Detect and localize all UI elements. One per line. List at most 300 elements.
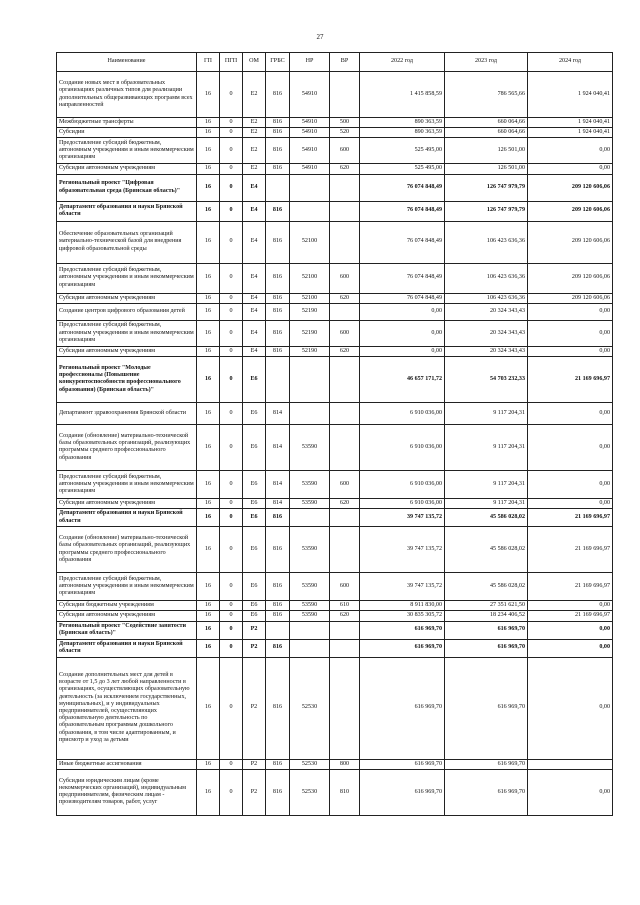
row-grbs xyxy=(266,174,290,201)
row-pgp: 0 xyxy=(220,509,243,527)
row-nr xyxy=(290,509,330,527)
row-2023: 9 117 204,31 xyxy=(445,424,528,470)
row-vr: 620 xyxy=(330,346,360,356)
row-gp: 16 xyxy=(197,118,220,128)
row-pgp: 0 xyxy=(220,601,243,611)
row-pgp: 0 xyxy=(220,573,243,601)
row-name: Субсидии автономным учреждениям xyxy=(57,611,197,621)
row-om: Е6 xyxy=(243,573,266,601)
row-vr: 610 xyxy=(330,601,360,611)
row-grbs: 816 xyxy=(266,293,290,303)
row-2022: 8 911 830,00 xyxy=(360,601,445,611)
row-2023: 106 423 636,36 xyxy=(445,293,528,303)
row-nr: 53590 xyxy=(290,573,330,601)
row-2024: 21 169 696,97 xyxy=(528,611,613,621)
row-grbs: 816 xyxy=(266,509,290,527)
header-nr: НР xyxy=(290,53,330,72)
row-om: Е4 xyxy=(243,320,266,346)
row-pgp: 0 xyxy=(220,402,243,424)
row-2023: 660 064,66 xyxy=(445,118,528,128)
row-pgp: 0 xyxy=(220,527,243,573)
row-gp: 16 xyxy=(197,527,220,573)
row-om: Е6 xyxy=(243,601,266,611)
row-vr xyxy=(330,527,360,573)
row-2022: 39 747 135,72 xyxy=(360,527,445,573)
row-name: Региональный проект "Молодые профессионалы (Повышение конкурентоспособности профессионального образования) (Брянская область)" xyxy=(57,356,197,402)
row-name: Создание центров цифрового образования детей xyxy=(57,303,197,320)
row-om: Е4 xyxy=(243,221,266,263)
row-2022: 39 747 135,72 xyxy=(360,573,445,601)
row-2022: 616 969,70 xyxy=(360,621,445,639)
row-name: Субсидии автономным учреждениям xyxy=(57,164,197,174)
row-2023: 616 969,70 xyxy=(445,621,528,639)
row-nr: 52190 xyxy=(290,320,330,346)
row-om: Е6 xyxy=(243,498,266,508)
row-2024: 0,00 xyxy=(528,601,613,611)
budget-table xyxy=(56,52,613,816)
table-row xyxy=(57,118,613,128)
row-vr: 600 xyxy=(330,263,360,293)
row-grbs: 814 xyxy=(266,470,290,498)
row-gp: 16 xyxy=(197,769,220,815)
row-gp: 16 xyxy=(197,601,220,611)
row-vr: 620 xyxy=(330,293,360,303)
row-pgp: 0 xyxy=(220,164,243,174)
row-gp: 16 xyxy=(197,263,220,293)
row-om: Е2 xyxy=(243,128,266,138)
row-gp: 16 xyxy=(197,470,220,498)
table-row xyxy=(57,346,613,356)
row-grbs: 816 xyxy=(266,320,290,346)
row-name: Предоставление субсидий бюджетным, автономным учреждениям и иным некоммерческим организациям xyxy=(57,263,197,293)
table-row xyxy=(57,498,613,508)
table-row xyxy=(57,128,613,138)
row-grbs xyxy=(266,621,290,639)
table-row xyxy=(57,639,613,657)
row-name: Межбюджетные трансферты xyxy=(57,118,197,128)
row-vr xyxy=(330,639,360,657)
row-nr xyxy=(290,639,330,657)
row-2023: 660 064,66 xyxy=(445,128,528,138)
row-nr: 53590 xyxy=(290,424,330,470)
row-gp: 16 xyxy=(197,72,220,118)
row-pgp: 0 xyxy=(220,424,243,470)
table-row xyxy=(57,509,613,527)
row-vr: 800 xyxy=(330,759,360,769)
row-name: Региональный проект "Цифровая образовательная среда (Брянская область)" xyxy=(57,174,197,201)
table-row xyxy=(57,320,613,346)
row-2022: 0,00 xyxy=(360,320,445,346)
row-2022: 616 969,70 xyxy=(360,657,445,759)
row-pgp: 0 xyxy=(220,470,243,498)
row-name: Региональный проект "Содействие занятости (Брянская область)" xyxy=(57,621,197,639)
row-grbs: 816 xyxy=(266,769,290,815)
row-pgp: 0 xyxy=(220,759,243,769)
row-pgp: 0 xyxy=(220,303,243,320)
row-pgp: 0 xyxy=(220,621,243,639)
row-pgp: 0 xyxy=(220,293,243,303)
row-om: Е6 xyxy=(243,402,266,424)
row-gp: 16 xyxy=(197,201,220,221)
row-nr: 53590 xyxy=(290,498,330,508)
row-grbs: 816 xyxy=(266,72,290,118)
row-pgp: 0 xyxy=(220,356,243,402)
row-om: Е4 xyxy=(243,346,266,356)
row-2024: 209 120 606,06 xyxy=(528,201,613,221)
header-pgp: ПГП xyxy=(220,53,243,72)
row-gp: 16 xyxy=(197,657,220,759)
row-nr: 52530 xyxy=(290,769,330,815)
row-om: Е4 xyxy=(243,303,266,320)
row-2023: 20 324 343,43 xyxy=(445,320,528,346)
row-vr xyxy=(330,221,360,263)
table-row xyxy=(57,759,613,769)
header-name: Наименование xyxy=(57,53,197,72)
row-nr: 54910 xyxy=(290,164,330,174)
row-nr: 52100 xyxy=(290,221,330,263)
row-2024: 0,00 xyxy=(528,138,613,164)
table-row xyxy=(57,611,613,621)
row-om: Е6 xyxy=(243,527,266,573)
row-grbs: 816 xyxy=(266,118,290,128)
row-om: Е2 xyxy=(243,138,266,164)
row-name: Департамент образования и науки Брянской области xyxy=(57,639,197,657)
row-vr: 600 xyxy=(330,573,360,601)
row-gp: 16 xyxy=(197,759,220,769)
row-2024: 0,00 xyxy=(528,402,613,424)
row-nr xyxy=(290,621,330,639)
row-nr xyxy=(290,174,330,201)
row-2023: 27 351 621,50 xyxy=(445,601,528,611)
table-row xyxy=(57,601,613,611)
row-2024: 209 120 606,06 xyxy=(528,263,613,293)
row-2023: 45 586 028,02 xyxy=(445,509,528,527)
row-2024 xyxy=(528,759,613,769)
row-grbs xyxy=(266,356,290,402)
row-gp: 16 xyxy=(197,164,220,174)
page-number: 27 xyxy=(316,33,324,41)
row-grbs: 816 xyxy=(266,201,290,221)
row-pgp: 0 xyxy=(220,201,243,221)
table-row xyxy=(57,769,613,815)
row-2022: 890 363,59 xyxy=(360,118,445,128)
row-om: Р2 xyxy=(243,759,266,769)
row-om: Р2 xyxy=(243,657,266,759)
row-2023: 45 586 028,02 xyxy=(445,573,528,601)
row-2024: 21 169 696,97 xyxy=(528,573,613,601)
row-om: Е6 xyxy=(243,356,266,402)
row-pgp: 0 xyxy=(220,174,243,201)
row-name: Создание дополнительных мест для детей в возрасте от 1,5 до 3 лет любой направленности в организациях, осуществляющих образовательную деятельность (за исключением государственных, муниципальных), и у индивидуальных предпринимателей, осуществляющих образовательную деятельность по образовательным программам дошкольного образования, в том числе адаптированным, и присмотр и уход за детьми xyxy=(57,657,197,759)
row-name: Субсидии бюджетным учреждениям xyxy=(57,601,197,611)
row-2023: 20 324 343,43 xyxy=(445,303,528,320)
table-row xyxy=(57,621,613,639)
row-2024: 21 169 696,97 xyxy=(528,509,613,527)
row-gp: 16 xyxy=(197,128,220,138)
row-name: Предоставление субсидий бюджетным, автономным учреждениям и иным некоммерческим организациям xyxy=(57,320,197,346)
table-row xyxy=(57,263,613,293)
row-name: Создание (обновление) материально-технической базы образовательных организаций, реализующих программы среднего профессионального образования xyxy=(57,424,197,470)
row-2024: 209 120 606,06 xyxy=(528,293,613,303)
header-2022: 2022 год xyxy=(360,53,445,72)
row-2024: 0,00 xyxy=(528,498,613,508)
row-nr: 54910 xyxy=(290,128,330,138)
row-pgp: 0 xyxy=(220,320,243,346)
row-gp: 16 xyxy=(197,611,220,621)
row-vr xyxy=(330,402,360,424)
row-om: Е4 xyxy=(243,201,266,221)
row-nr: 54910 xyxy=(290,118,330,128)
row-2023: 9 117 204,31 xyxy=(445,470,528,498)
table-row xyxy=(57,424,613,470)
row-2023: 106 423 636,36 xyxy=(445,263,528,293)
row-name: Субсидии автономным учреждениям xyxy=(57,498,197,508)
row-grbs: 816 xyxy=(266,138,290,164)
row-2022: 616 969,70 xyxy=(360,769,445,815)
row-vr xyxy=(330,174,360,201)
row-name: Создание новых мест в образовательных организациях различных типов для реализации дополнительных общеразвивающих программ всех направленностей xyxy=(57,72,197,118)
row-2024: 0,00 xyxy=(528,639,613,657)
row-om: Е4 xyxy=(243,263,266,293)
row-vr: 620 xyxy=(330,611,360,621)
row-2024: 21 169 696,97 xyxy=(528,527,613,573)
row-gp: 16 xyxy=(197,402,220,424)
row-2023: 126 747 979,79 xyxy=(445,201,528,221)
row-name: Обеспечение образовательных организаций материально-технической базой для внедрения цифровой образовательной среды xyxy=(57,221,197,263)
row-2022: 76 074 848,49 xyxy=(360,293,445,303)
row-gp: 16 xyxy=(197,356,220,402)
row-nr: 54910 xyxy=(290,138,330,164)
row-2022: 6 910 036,00 xyxy=(360,498,445,508)
table-row xyxy=(57,72,613,118)
row-gp: 16 xyxy=(197,293,220,303)
row-om: Р2 xyxy=(243,639,266,657)
row-om: Е2 xyxy=(243,118,266,128)
row-gp: 16 xyxy=(197,221,220,263)
row-grbs: 816 xyxy=(266,611,290,621)
row-2024: 0,00 xyxy=(528,621,613,639)
table-header-row xyxy=(57,53,613,72)
row-nr: 53590 xyxy=(290,527,330,573)
row-pgp: 0 xyxy=(220,498,243,508)
row-grbs: 816 xyxy=(266,601,290,611)
row-pgp: 0 xyxy=(220,221,243,263)
row-gp: 16 xyxy=(197,346,220,356)
row-pgp: 0 xyxy=(220,138,243,164)
row-2024: 0,00 xyxy=(528,164,613,174)
row-grbs: 814 xyxy=(266,498,290,508)
row-nr: 53590 xyxy=(290,611,330,621)
header-vr: ВР xyxy=(330,53,360,72)
table-row xyxy=(57,201,613,221)
row-name: Иные бюджетные ассигнования xyxy=(57,759,197,769)
row-2022: 30 835 305,72 xyxy=(360,611,445,621)
row-grbs: 816 xyxy=(266,263,290,293)
row-grbs: 814 xyxy=(266,402,290,424)
row-grbs: 816 xyxy=(266,221,290,263)
header-gp: ГП xyxy=(197,53,220,72)
row-2022: 6 910 036,00 xyxy=(360,424,445,470)
row-2024: 0,00 xyxy=(528,346,613,356)
row-2022: 6 910 036,00 xyxy=(360,402,445,424)
table-row xyxy=(57,138,613,164)
row-2024: 1 924 040,41 xyxy=(528,72,613,118)
row-grbs: 816 xyxy=(266,128,290,138)
header-2023: 2023 год xyxy=(445,53,528,72)
row-grbs: 816 xyxy=(266,527,290,573)
table-row xyxy=(57,657,613,759)
row-2022: 76 074 848,49 xyxy=(360,201,445,221)
row-nr: 52190 xyxy=(290,346,330,356)
row-nr: 52190 xyxy=(290,303,330,320)
row-2023: 616 969,70 xyxy=(445,639,528,657)
row-vr xyxy=(330,201,360,221)
row-2022: 76 074 848,49 xyxy=(360,263,445,293)
table-row xyxy=(57,164,613,174)
row-2023: 9 117 204,31 xyxy=(445,402,528,424)
row-om: Е2 xyxy=(243,164,266,174)
row-2022: 0,00 xyxy=(360,346,445,356)
row-2022: 525 495,00 xyxy=(360,138,445,164)
row-gp: 16 xyxy=(197,639,220,657)
row-grbs: 816 xyxy=(266,657,290,759)
row-vr xyxy=(330,657,360,759)
row-vr xyxy=(330,72,360,118)
row-grbs: 816 xyxy=(266,346,290,356)
row-pgp: 0 xyxy=(220,118,243,128)
row-gp: 16 xyxy=(197,303,220,320)
row-2023: 20 324 343,43 xyxy=(445,346,528,356)
row-nr xyxy=(290,402,330,424)
row-vr xyxy=(330,509,360,527)
row-nr: 53590 xyxy=(290,470,330,498)
row-vr: 520 xyxy=(330,128,360,138)
row-2022: 1 415 858,59 xyxy=(360,72,445,118)
row-vr: 500 xyxy=(330,118,360,128)
row-2024: 0,00 xyxy=(528,320,613,346)
row-2022: 616 969,70 xyxy=(360,759,445,769)
table-row xyxy=(57,573,613,601)
table-row xyxy=(57,402,613,424)
row-gp: 16 xyxy=(197,498,220,508)
row-2023: 616 969,70 xyxy=(445,769,528,815)
row-2024: 0,00 xyxy=(528,769,613,815)
row-gp: 16 xyxy=(197,573,220,601)
header-grbs: ГРБС xyxy=(266,53,290,72)
row-2022: 76 074 848,49 xyxy=(360,221,445,263)
row-pgp: 0 xyxy=(220,657,243,759)
row-2022: 6 910 036,00 xyxy=(360,470,445,498)
row-om: Е6 xyxy=(243,470,266,498)
row-2024: 209 120 606,06 xyxy=(528,221,613,263)
table-row xyxy=(57,293,613,303)
row-2023: 616 969,70 xyxy=(445,657,528,759)
row-2023: 54 703 232,33 xyxy=(445,356,528,402)
header-om: ОМ xyxy=(243,53,266,72)
row-2024: 209 120 606,06 xyxy=(528,174,613,201)
row-vr: 600 xyxy=(330,138,360,164)
row-2023: 45 586 028,02 xyxy=(445,527,528,573)
header-2024: 2024 год xyxy=(528,53,613,72)
row-name: Субсидии юридическим лицам (кроме некоммерческих организаций), индивидуальным предпринимателям, физическим лицам - производителям товаров, работ, услуг xyxy=(57,769,197,815)
row-name: Департамент здравоохранения Брянской области xyxy=(57,402,197,424)
row-pgp: 0 xyxy=(220,769,243,815)
row-grbs: 814 xyxy=(266,424,290,470)
row-2024: 0,00 xyxy=(528,303,613,320)
row-grbs: 816 xyxy=(266,303,290,320)
row-2022: 39 747 135,72 xyxy=(360,509,445,527)
row-om: Е6 xyxy=(243,509,266,527)
row-vr: 600 xyxy=(330,320,360,346)
row-name: Департамент образования и науки Брянской области xyxy=(57,201,197,221)
row-2023: 106 423 636,36 xyxy=(445,221,528,263)
row-gp: 16 xyxy=(197,621,220,639)
row-gp: 16 xyxy=(197,320,220,346)
row-2023: 126 501,00 xyxy=(445,138,528,164)
row-nr: 54910 xyxy=(290,72,330,118)
row-2022: 76 074 848,49 xyxy=(360,174,445,201)
row-om: Р2 xyxy=(243,769,266,815)
row-om: Е2 xyxy=(243,72,266,118)
row-name: Предоставление субсидий бюджетным, автономным учреждениям и иным некоммерческим организациям xyxy=(57,573,197,601)
table-row xyxy=(57,356,613,402)
table-row xyxy=(57,303,613,320)
row-name: Субсидии автономным учреждениям xyxy=(57,346,197,356)
row-2024: 0,00 xyxy=(528,424,613,470)
row-vr xyxy=(330,424,360,470)
row-pgp: 0 xyxy=(220,263,243,293)
row-2022: 0,00 xyxy=(360,303,445,320)
row-2024: 1 924 040,41 xyxy=(528,128,613,138)
row-nr: 52530 xyxy=(290,657,330,759)
row-2023: 18 234 406,52 xyxy=(445,611,528,621)
row-pgp: 0 xyxy=(220,611,243,621)
row-vr xyxy=(330,303,360,320)
row-vr: 620 xyxy=(330,164,360,174)
row-name: Предоставление субсидий бюджетным, автономным учреждениям и иным некоммерческим организациям xyxy=(57,138,197,164)
row-vr xyxy=(330,621,360,639)
row-2023: 126 501,00 xyxy=(445,164,528,174)
row-pgp: 0 xyxy=(220,128,243,138)
table-row xyxy=(57,470,613,498)
row-nr: 52530 xyxy=(290,759,330,769)
row-2024: 21 169 696,97 xyxy=(528,356,613,402)
table-row xyxy=(57,174,613,201)
table-row xyxy=(57,221,613,263)
row-2024: 0,00 xyxy=(528,470,613,498)
row-gp: 16 xyxy=(197,174,220,201)
row-2024: 0,00 xyxy=(528,657,613,759)
row-name: Создание (обновление) материально-технической базы образовательных организаций, реализующих программы среднего профессионального образования xyxy=(57,527,197,573)
row-pgp: 0 xyxy=(220,72,243,118)
row-name: Субсидии автономным учреждениям xyxy=(57,293,197,303)
row-grbs: 816 xyxy=(266,639,290,657)
row-nr xyxy=(290,356,330,402)
row-2023: 616 969,70 xyxy=(445,759,528,769)
row-gp: 16 xyxy=(197,424,220,470)
row-vr: 810 xyxy=(330,769,360,815)
row-2023: 126 747 979,79 xyxy=(445,174,528,201)
row-grbs: 816 xyxy=(266,164,290,174)
row-nr: 52100 xyxy=(290,293,330,303)
row-vr xyxy=(330,356,360,402)
row-name: Субсидии xyxy=(57,128,197,138)
row-name: Предоставление субсидий бюджетным, автономным учреждениям и иным некоммерческим организациям xyxy=(57,470,197,498)
row-grbs: 816 xyxy=(266,759,290,769)
row-2022: 525 495,00 xyxy=(360,164,445,174)
row-gp: 16 xyxy=(197,509,220,527)
row-om: Е6 xyxy=(243,611,266,621)
